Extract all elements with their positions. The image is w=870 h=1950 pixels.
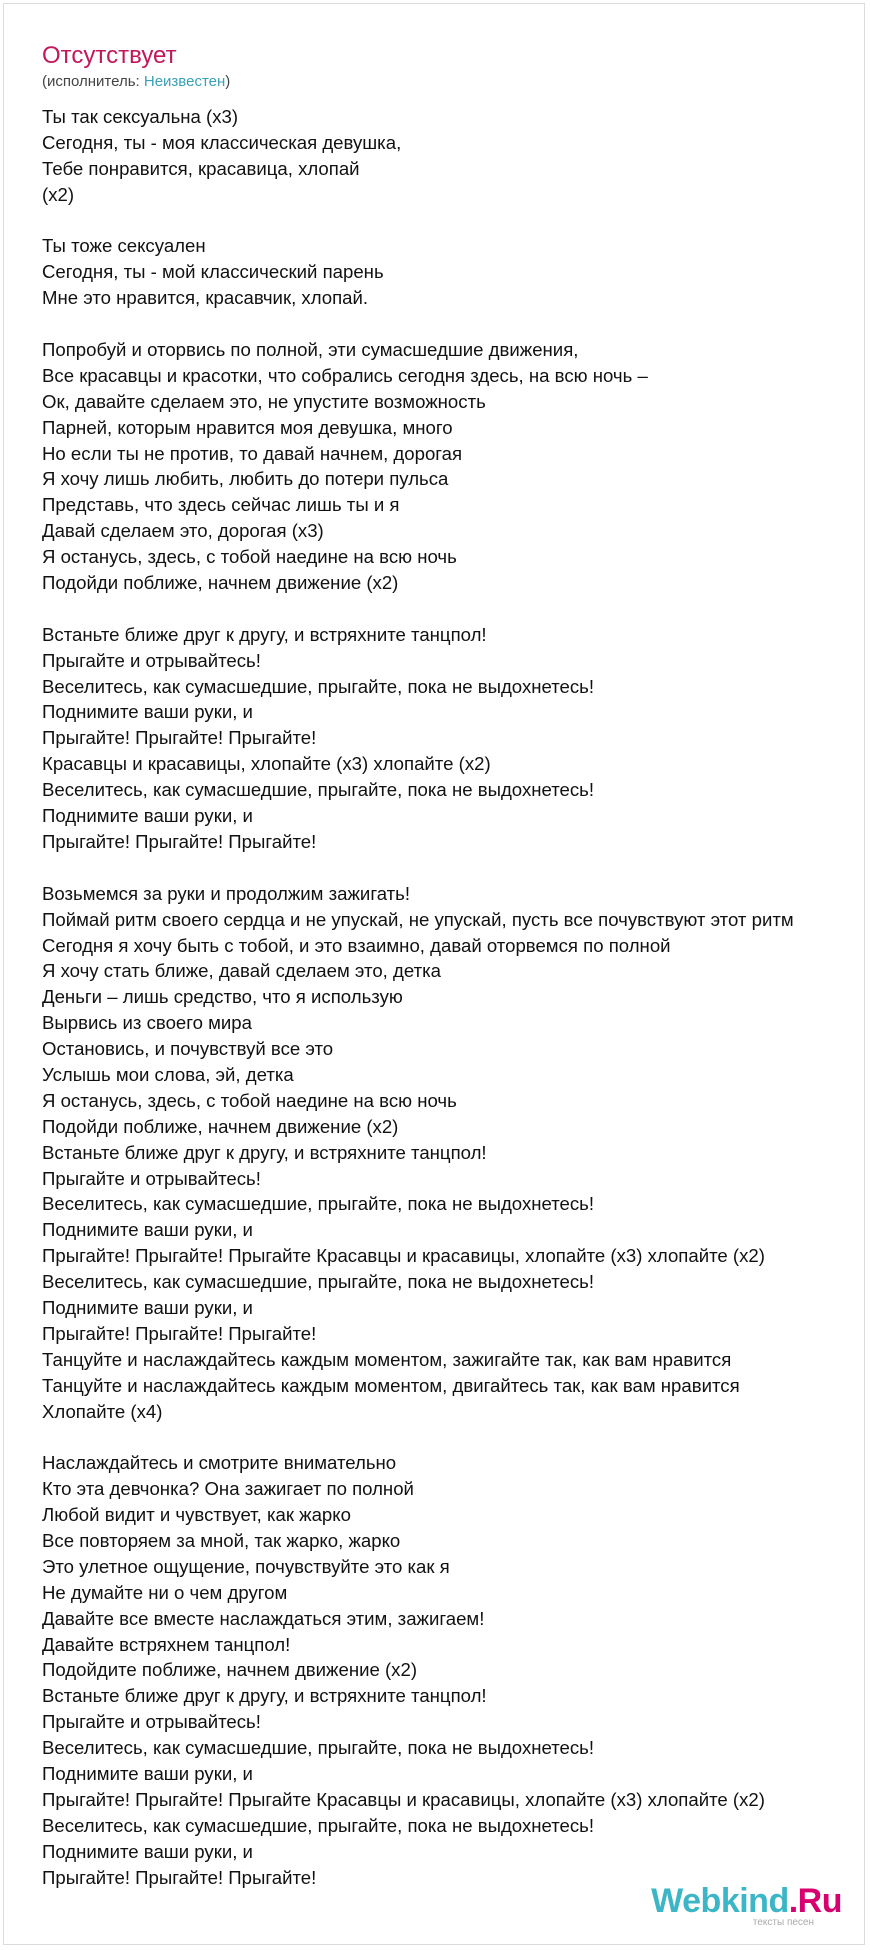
lyric-line: Давайте встряхнем танцпол! — [42, 1633, 291, 1655]
lyric-line: Сегодня я хочу быть с тобой, и это взаимно, давай оторвемся по полной — [42, 934, 671, 956]
lyric-line: Ты так сексуальна (x3) — [42, 106, 239, 127]
lyric-line: Подойди поближе, начнем движение (x2) — [42, 1115, 399, 1137]
song-title: Отсутствует — [42, 42, 177, 69]
lyric-line: Это улетное ощущение, почувствуйте это как я — [42, 1555, 450, 1577]
lyric-line: Встаньте ближе друг к другу, и встряхните танцпол! — [42, 623, 487, 645]
lyric-line: Прыгайте и отрывайтесь! — [42, 1167, 261, 1189]
lyric-line: Встаньте ближе друг к другу, и встряхните танцпол! — [42, 1141, 487, 1163]
lyric-line: Прыгайте! Прыгайте! Прыгайте Красавцы и красавицы, хлопайте (x3) хлопайте (x2) — [42, 1245, 765, 1267]
lyric-line: Не думайте ни о чем другом — [42, 1581, 288, 1603]
lyric-line: Наслаждайтесь и смотрите внимательно — [42, 1452, 397, 1474]
lyric-line: Прыгайте! Прыгайте! Прыгайте! — [42, 727, 317, 749]
logo-domain: .Ru — [788, 1882, 842, 1920]
lyric-blank-line — [42, 1424, 868, 1450]
lyric-line: Все красавцы и красотки, что собрались сегодня здесь, на всю ночь – — [42, 364, 648, 386]
logo-tagline: тексты песен — [752, 1917, 814, 1928]
lyric-line: Прыгайте и отрывайтесь! — [42, 1711, 261, 1733]
lyric-line: Поднимите ваши руки, и — [42, 1219, 253, 1241]
site-watermark — [651, 1882, 842, 1928]
lyric-line: Веселитесь, как сумасшедшие, прыгайте, пока не выдохнетесь! — [42, 779, 595, 801]
lyric-line: Веселитесь, как сумасшедшие, прыгайте, пока не выдохнетесь! — [42, 1193, 595, 1215]
lyric-line: Поймай ритм своего сердца и не упускай, не упускай, пусть все почувствуют этот ритм — [42, 908, 794, 930]
lyrics-text — [42, 104, 868, 1890]
lyric-line: Прыгайте! Прыгайте! Прыгайте! — [42, 830, 317, 852]
lyric-line: Я хочу лишь любить, любить до потери пульса — [42, 468, 449, 490]
artist-prefix: (исполнитель: — [42, 73, 144, 90]
logo-brand: Webkind — [651, 1882, 789, 1920]
lyric-line: Сегодня, ты - мой классический парень — [42, 261, 384, 283]
lyric-line: Все повторяем за мной, так жарко, жарко — [42, 1529, 401, 1551]
lyric-blank-line — [42, 596, 868, 622]
lyric-line: Услышь мои слова, эй, детка — [42, 1063, 294, 1085]
lyric-line: Ты тоже сексуален — [42, 235, 206, 257]
artist-link[interactable]: Неизвестен — [143, 73, 226, 90]
lyric-line: Красавцы и красавицы, хлопайте (x3) хлопайте (x2) — [42, 753, 491, 775]
lyric-line: Представь, что здесь сейчас лишь ты и я — [42, 494, 400, 516]
lyric-line: Веселитесь, как сумасшедшие, прыгайте, пока не выдохнетесь! — [42, 1814, 595, 1836]
lyric-blank-line — [42, 208, 868, 234]
lyric-line: Кто эта девчонка? Она зажигает по полной — [42, 1478, 414, 1500]
lyric-blank-line — [42, 311, 868, 337]
lyric-line: Танцуйте и наслаждайтесь каждым моментом, двигайтесь так, как вам нравится — [42, 1374, 740, 1396]
lyric-line: Подойдите поближе, начнем движение (x2) — [42, 1659, 418, 1681]
lyric-line: Хлопайте (x4) — [42, 1400, 163, 1422]
lyric-line: Я хочу стать ближе, давай сделаем это, детка — [42, 960, 441, 982]
lyric-line: Веселитесь, как сумасшедшие, прыгайте, пока не выдохнетесь! — [42, 1271, 595, 1293]
lyric-line: Сегодня, ты - моя классическая девушка, — [42, 131, 402, 153]
lyric-line: Давай сделаем это, дорогая (x3) — [42, 520, 324, 542]
lyric-line: Прыгайте и отрывайтесь! — [42, 649, 261, 671]
lyric-line: Прыгайте! Прыгайте! Прыгайте Красавцы и красавицы, хлопайте (x3) хлопайте (x2) — [42, 1788, 765, 1810]
lyric-line: Я останусь, здесь, с тобой наедине на всю ночь — [42, 546, 457, 568]
lyric-line: (x2) — [42, 183, 75, 205]
lyric-line: Вырвись из своего мира — [42, 1012, 252, 1034]
site-logo — [651, 1882, 842, 1921]
lyric-line: Веселитесь, как сумасшедшие, прыгайте, пока не выдохнетесь! — [42, 675, 595, 697]
lyric-line: Попробуй и оторвись по полной, эти сумасшедшие движения, — [42, 339, 579, 361]
lyric-line: Поднимите ваши руки, и — [42, 701, 253, 723]
lyric-line: Но если ты не против, то давай начнем, дорогая — [42, 442, 463, 464]
lyric-blank-line — [42, 855, 868, 881]
lyric-line: Встаньте ближе друг к другу, и встряхните танцпол! — [42, 1685, 487, 1707]
lyric-line: Возьмемся за руки и продолжим зажигать! — [42, 882, 410, 904]
lyric-line: Ок, давайте сделаем это, не упустите возможность — [42, 390, 486, 412]
lyric-line: Прыгайте! Прыгайте! Прыгайте! — [42, 1322, 317, 1344]
artist-line — [42, 73, 230, 90]
lyric-line: Поднимите ваши руки, и — [42, 805, 253, 827]
lyric-line: Подойди поближе, начнем движение (x2) — [42, 572, 399, 594]
lyric-line: Поднимите ваши руки, и — [42, 1296, 253, 1318]
lyric-line: Поднимите ваши руки, и — [42, 1763, 253, 1784]
artist-suffix: ) — [225, 73, 231, 90]
lyric-line: Мне это нравится, красавчик, хлопай. — [42, 287, 369, 309]
lyric-line: Деньги – лишь средство, что я использую — [42, 986, 403, 1008]
lyric-line: Прыгайте! Прыгайте! Прыгайте! — [42, 1866, 317, 1888]
lyric-line: Любой видит и чувствует, как жарко — [42, 1504, 351, 1526]
lyric-line: Веселитесь, как сумасшедшие, прыгайте, пока не выдохнетесь! — [42, 1737, 595, 1759]
lyric-line: Остановись, и почувствуй все это — [42, 1038, 334, 1060]
lyric-line: Тебе понравится, красавица, хлопай — [42, 157, 360, 179]
lyric-line: Я останусь, здесь, с тобой наедине на всю ночь — [42, 1089, 457, 1111]
lyric-line: Парней, которым нравится моя девушка, много — [42, 416, 453, 438]
lyric-line: Давайте все вместе наслаждаться этим, зажигаем! — [42, 1607, 485, 1629]
lyric-line: Танцуйте и наслаждайтесь каждым моментом, зажигайте так, как вам нравится — [42, 1348, 732, 1370]
lyric-line: Поднимите ваши руки, и — [42, 1840, 253, 1862]
